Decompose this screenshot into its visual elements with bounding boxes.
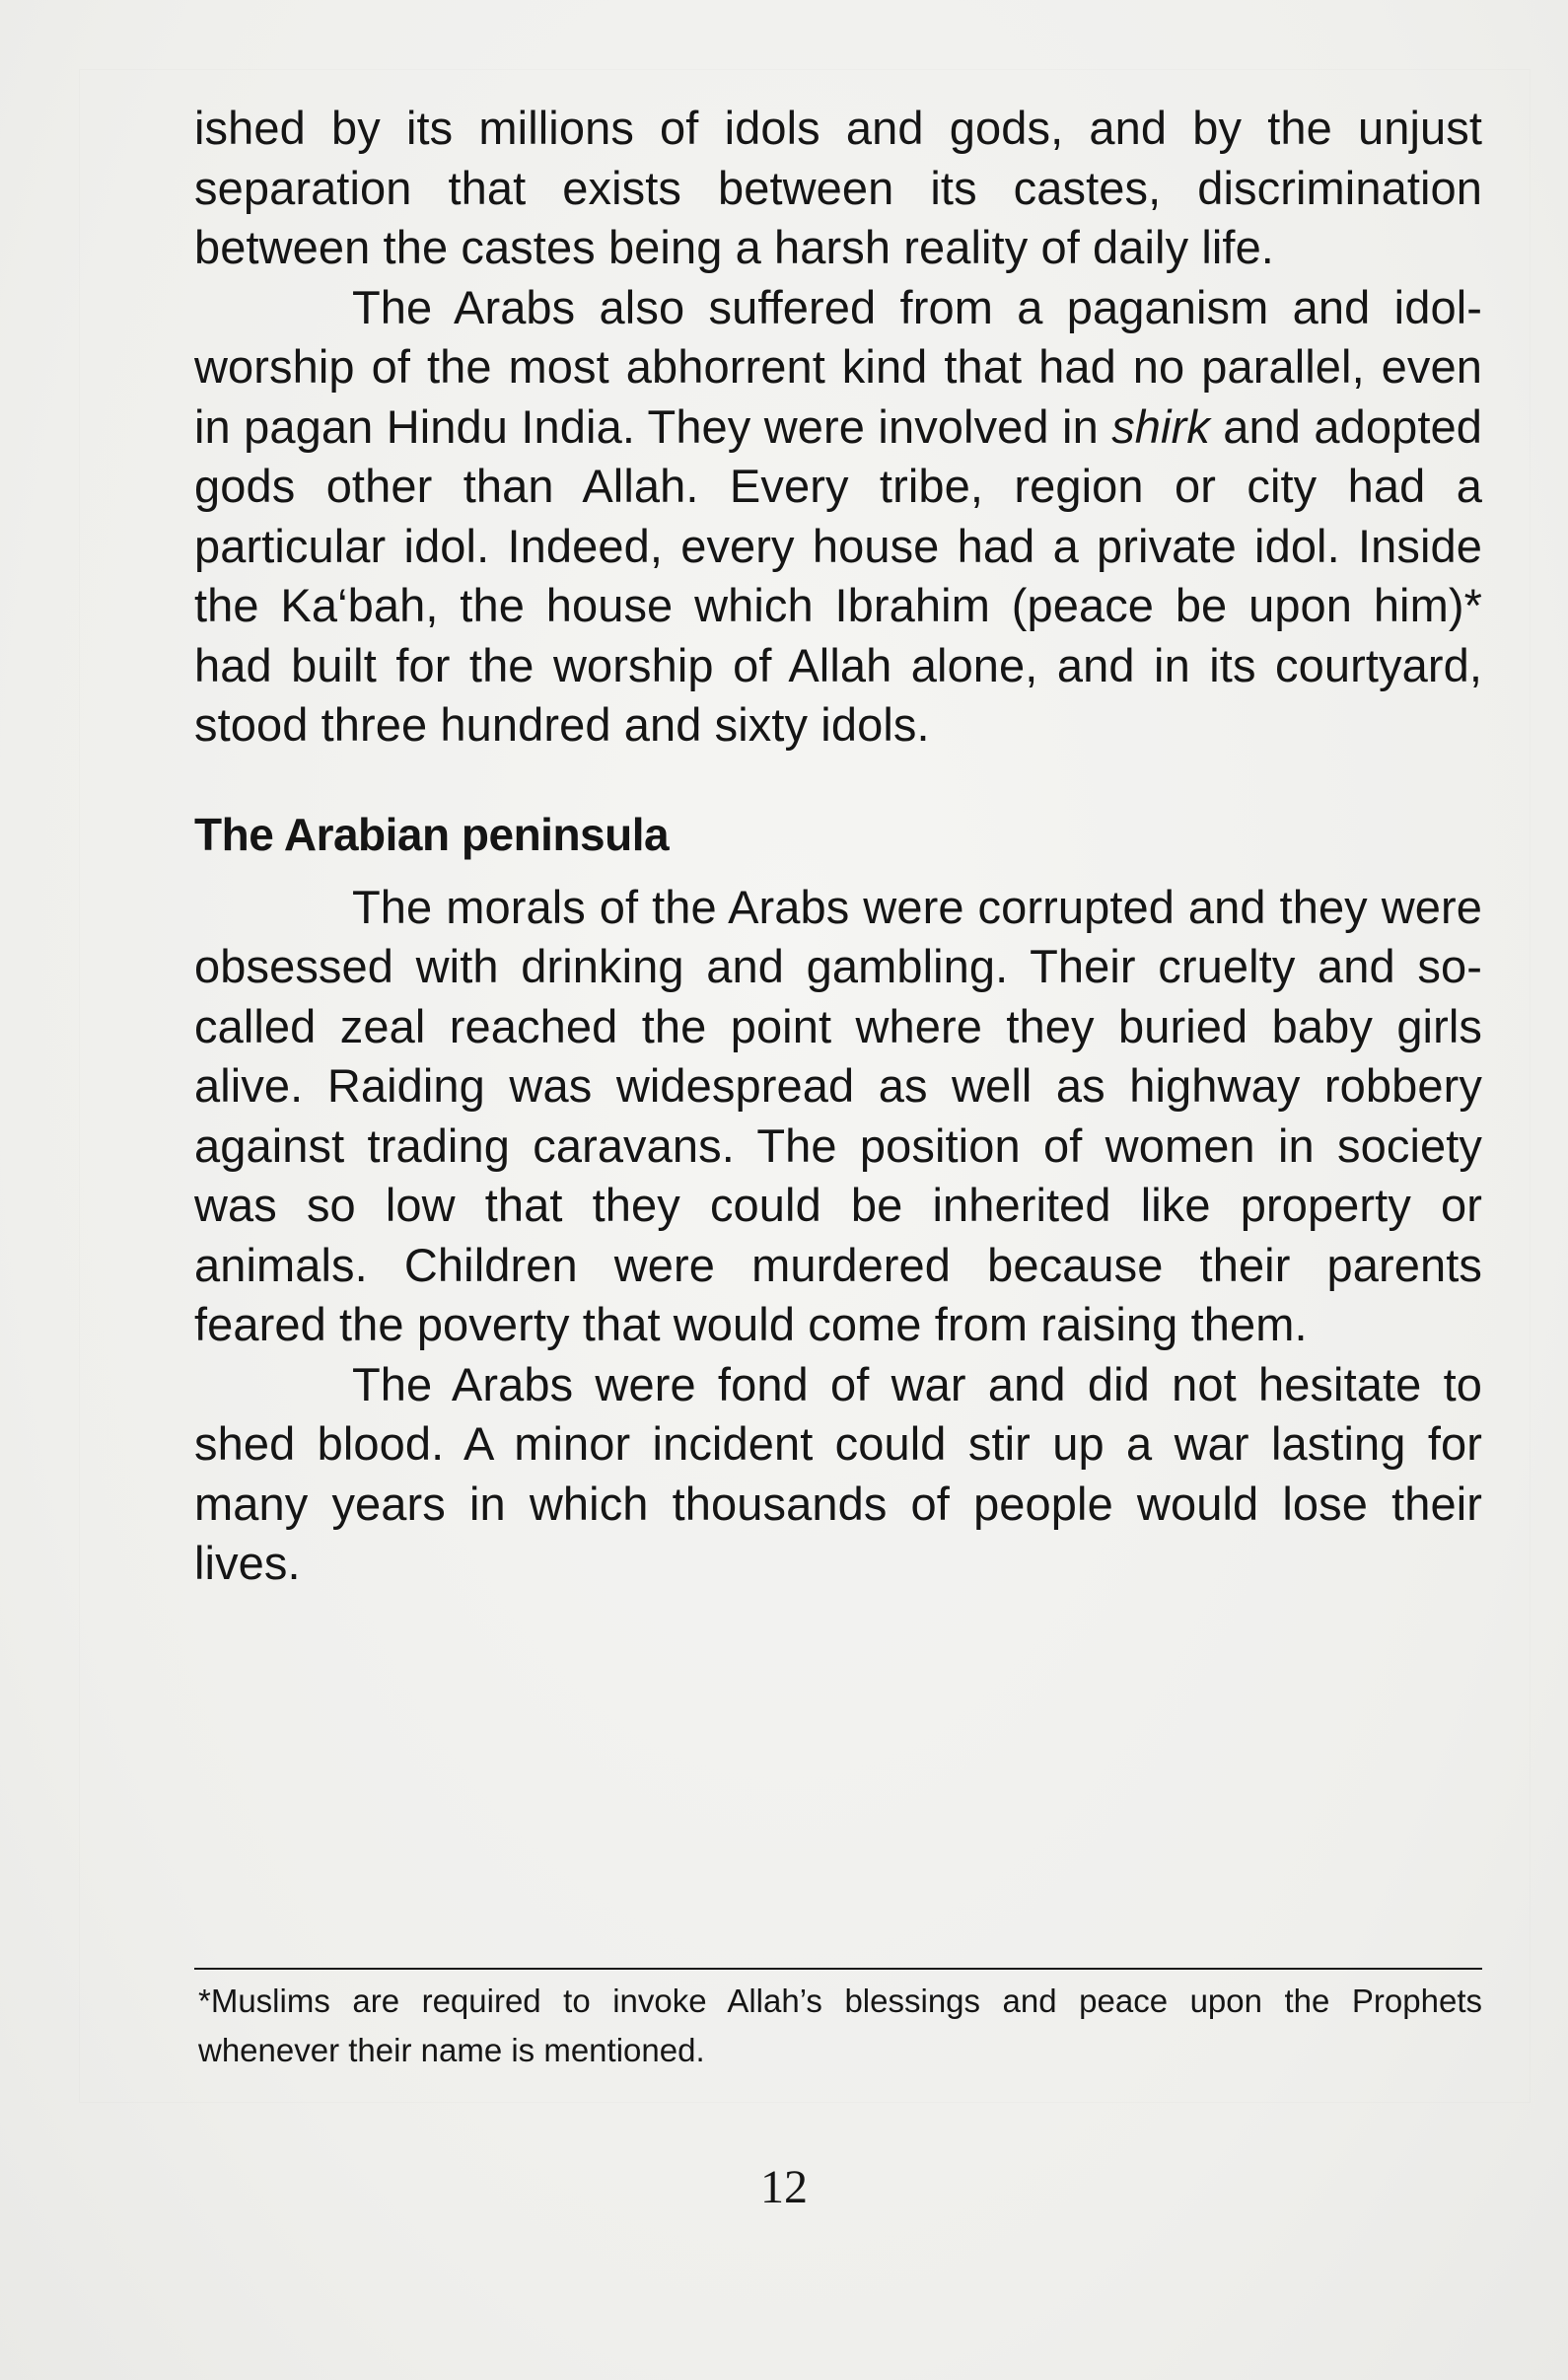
page-number: 12 (760, 2161, 808, 2213)
paragraph-2-part-1: The Arabs also suffered from a paganism and idol-worship of the most abhorrent kind that had no parallel, even in pagan Hindu India. They were involved in (194, 280, 1482, 453)
paragraph-3: The morals of the Arabs were corrupted and they were obsessed with drinking and gambling. Their cruelty and so-called zeal reached the point where they buried baby girls alive. Raiding was widespread as well as highway robbery against trading caravans. The position of women in society was so low that they could be inherited like property or animals. Children were murdered because their parents feared the poverty that would come from raising them. (194, 880, 1482, 1350)
main-text (194, 99, 1482, 1594)
footnote-divider (194, 1968, 1482, 1970)
paragraph-2-part-2: and adopted gods other than Allah. Every tribe, region or city had a particular idol. Indeed, every house had a private idol. Inside the Ka‘bah, the house which Ibrahim (peace be upon him)* had built for the worship of Allah alone, and in its courtyard, stood three hundred and sixty idols. (194, 399, 1482, 751)
footnote: *Muslims are required to invoke Allah’s blessings and peace upon the Prophets whenever their name is mentioned. (198, 1983, 1482, 2068)
paragraph-4: The Arabs were fond of war and did not hesitate to shed blood. A minor incident could stir up a war lasting for many years in which thousands of people would lose their lives. (194, 1357, 1482, 1589)
paragraph-1: ished by its millions of idols and gods, and by the unjust separation that exists between its castes, discrimination between the castes being a harsh reality of daily life. (194, 102, 1482, 273)
section-heading: The Arabian peninsula (194, 808, 670, 860)
italic-term-shirk: shirk (1111, 399, 1210, 453)
paragraph-2 (194, 278, 1482, 756)
